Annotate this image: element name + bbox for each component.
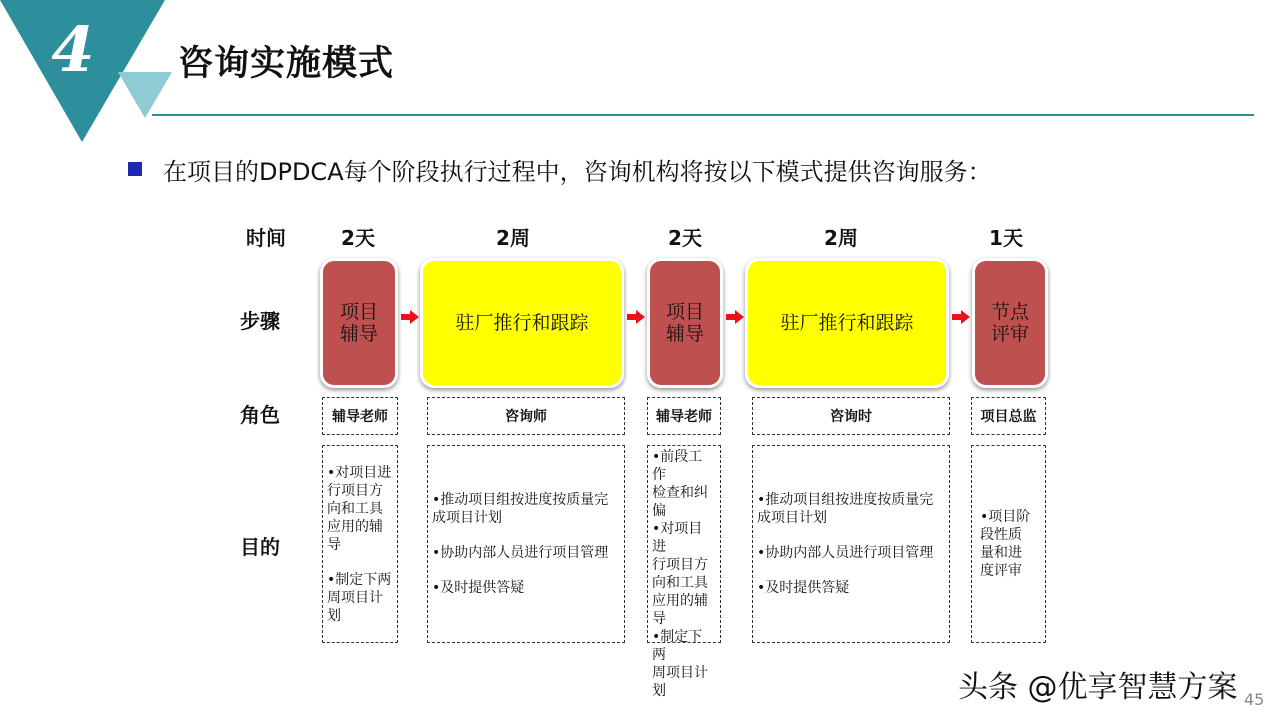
page-title: 咨询实施模式 xyxy=(178,44,395,84)
step-box-onsite-tracking xyxy=(420,258,624,388)
purpose-line: •项目阶 xyxy=(980,509,1031,525)
step-text: 驻厂推行和跟踪 xyxy=(455,312,589,334)
purpose-line: 应用的辅 xyxy=(652,593,708,609)
purpose-line: 应用的辅 xyxy=(327,518,383,535)
row-label-time: 时间 xyxy=(246,226,286,250)
step-box-onsite-tracking xyxy=(745,258,949,388)
purpose-line: 偏 xyxy=(652,503,666,519)
purpose-line: 行项目方 xyxy=(652,557,708,573)
purpose-line: 成项目计划 xyxy=(432,510,502,526)
purpose-box xyxy=(427,445,625,643)
step-text: 项目 xyxy=(665,301,704,323)
step-text: 辅导 xyxy=(665,323,704,345)
page-number: 45 xyxy=(1244,690,1265,709)
purpose-line: •推动项目组按进度按质量完 xyxy=(757,492,934,508)
row-label-purpose: 目的 xyxy=(240,535,280,559)
purpose-line: 周项目计 xyxy=(652,665,708,681)
light-teal-triangle xyxy=(118,72,172,118)
purpose-line: •及时提供答疑 xyxy=(432,580,525,596)
section-number: 4 xyxy=(51,13,95,86)
purpose-line: 检查和纠 xyxy=(652,485,708,501)
purpose-line: •及时提供答疑 xyxy=(757,580,850,596)
purpose-box xyxy=(647,445,721,699)
purpose-line: •协助内部人员进行项目管理 xyxy=(432,545,609,561)
purpose-line: •推动项目组按进度按质量完 xyxy=(432,492,609,508)
step-text: 评审 xyxy=(990,323,1029,345)
purpose-line: •协助内部人员进行项目管理 xyxy=(757,545,934,561)
purpose-line: 向和工具 xyxy=(327,500,383,517)
time-label: 2周 xyxy=(496,226,530,250)
purpose-line: 划 xyxy=(327,607,341,624)
time-label: 2天 xyxy=(668,226,702,250)
purpose-line: 导 xyxy=(327,536,341,553)
step-text: 驻厂推行和跟踪 xyxy=(780,312,914,334)
step-box-project-coaching xyxy=(647,258,723,388)
bullet-square-icon xyxy=(128,162,142,176)
flow-arrow-icon xyxy=(726,310,744,324)
purpose-line: 向和工具 xyxy=(652,575,708,591)
row-label-steps: 步骤 xyxy=(240,309,280,333)
flow-arrow-icon xyxy=(401,310,419,324)
purpose-box xyxy=(752,445,950,643)
purpose-line: 周项目计 xyxy=(327,589,383,606)
step-box-milestone-review xyxy=(972,258,1048,388)
role-box: 辅导老师 xyxy=(647,397,721,435)
time-label: 2周 xyxy=(824,226,858,250)
purpose-box xyxy=(971,445,1046,643)
role-box: 辅导老师 xyxy=(322,397,398,435)
purpose-line: •对项目进 xyxy=(327,464,392,481)
purpose-line: •制定下两 xyxy=(652,629,703,663)
purpose-line: 度评审 xyxy=(980,563,1022,579)
flow-arrow-icon xyxy=(627,310,645,324)
purpose-box xyxy=(322,445,398,643)
purpose-line: •对项目进 xyxy=(652,521,703,555)
role-box: 咨询师 xyxy=(427,397,625,435)
purpose-line: 划 xyxy=(652,683,666,699)
step-box-project-coaching xyxy=(320,258,398,388)
flow-arrow-icon xyxy=(952,310,970,324)
role-box: 咨询时 xyxy=(752,397,950,435)
row-label-roles: 角色 xyxy=(240,403,280,427)
time-label: 1天 xyxy=(989,226,1023,250)
purpose-line: 段性质 xyxy=(980,527,1022,543)
purpose-line: 导 xyxy=(652,611,666,627)
title-divider xyxy=(152,114,1254,116)
purpose-line: •前段工作 xyxy=(652,449,703,483)
step-text: 项目 xyxy=(339,301,378,323)
watermark: 头条 @优享智慧方案 xyxy=(958,670,1238,705)
purpose-line: 行项目方 xyxy=(327,482,383,499)
purpose-line: •制定下两 xyxy=(327,571,392,588)
role-box: 项目总监 xyxy=(971,397,1046,435)
step-text: 节点 xyxy=(990,301,1029,323)
intro-text: 在项目的DPDCA每个阶段执行过程中，咨询机构将按以下模式提供咨询服务： xyxy=(163,158,992,186)
step-text: 辅导 xyxy=(339,323,378,345)
time-label: 2天 xyxy=(341,226,375,250)
purpose-line: 成项目计划 xyxy=(757,510,827,526)
purpose-line: 量和进 xyxy=(980,545,1022,561)
